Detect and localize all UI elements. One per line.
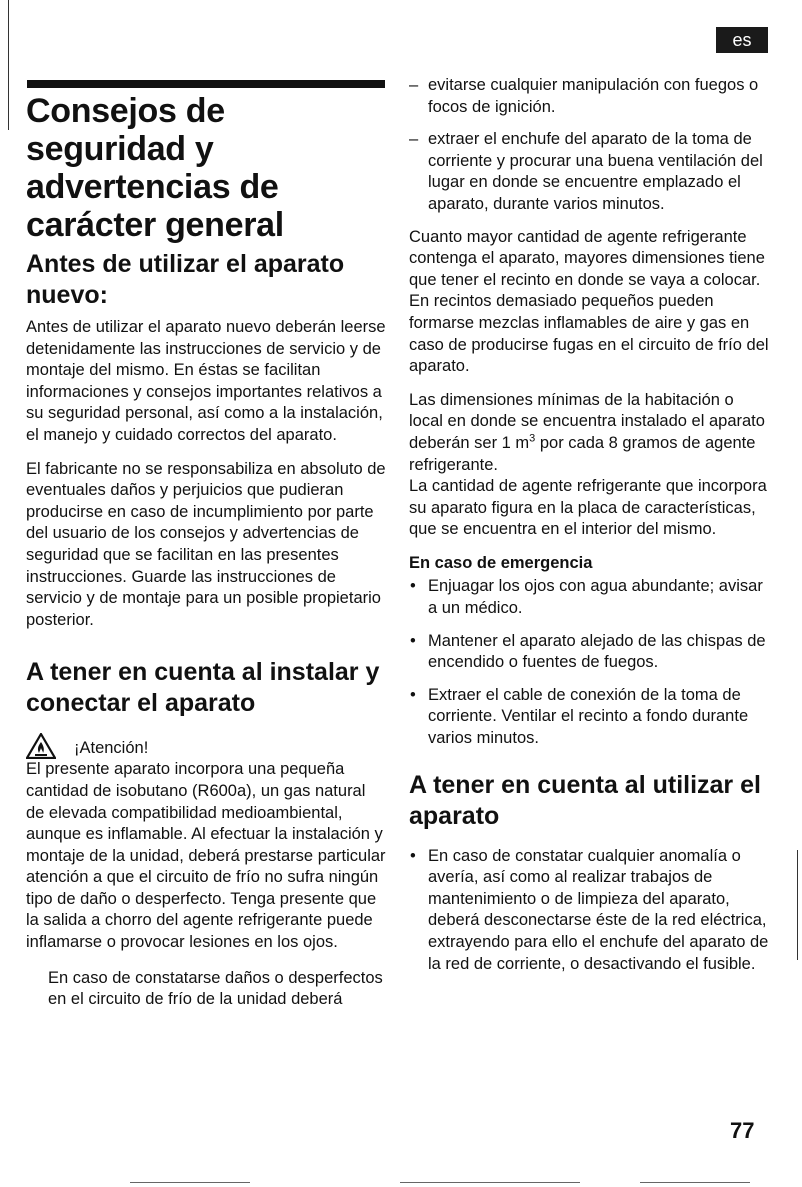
footer-rule	[130, 1182, 250, 1183]
right-edge-line	[797, 850, 798, 960]
intro-paragraph: Antes de utilizar el aparato nuevo deberán leerse detenidamente las instrucciones de servicio y de montaje del mismo. En éstas se facilitan informaciones y consejos importantes relativos a su seguridad personal, así como a la instalación, el manejo y cuidado correctos del aparato.	[26, 318, 386, 444]
warning-row	[26, 733, 388, 759]
page-title: Consejos de seguridad y advertencias de carácter general	[26, 92, 284, 244]
damage-paragraph: En caso de constatarse daños o desperfectos en el circuito de frío de la unidad deberá	[48, 968, 383, 1009]
emergency-list	[409, 576, 771, 749]
dash-list	[409, 75, 771, 216]
room-size-text-end: por cada 8 gramos de agente refrigerante.	[409, 433, 756, 474]
language-badge: es	[716, 27, 768, 53]
use-item: • En caso de constatar cualquier anomalía o avería, así como al realizar trabajos de mantenimiento o de limpieza del aparato, deberá desconectarse éste de la red eléctrica, extrayendo para ello el enchufe del aparato de la red de corriente, o desactivando el fusible.	[409, 846, 771, 976]
footer-rule	[400, 1182, 580, 1183]
section-title-before-use: Antes de utilizar el aparato nuevo:	[26, 250, 345, 309]
emergency-title: En caso de emergencia	[409, 553, 593, 572]
refrigerant-paragraph: Cuanto mayor cantidad de agente refrigerante contenga el aparato, mayores dimensiones tiene que tener el recinto en donde se vaya a colocar. En recintos demasiado pequeños pueden formarse mezclas inflamables de aire y gas en caso de producirse fugas en el circuito de frío del aparato.	[409, 227, 769, 376]
left-column	[26, 92, 388, 1023]
emergency-item: • Mantener el aparato alejado de las chispas de encendido o fuentes de fuegos.	[409, 631, 771, 674]
warning-paragraph: El presente aparato incorpora una pequeña cantidad de isobutano (R600a), un gas natural de elevada compatibilidad medioambiental, aunque es inflamable. Al efectuar la instalación y montaje de la unidad, deberá prestarse particular atención a que el circuito de frío no sufra ningún tipo de daño o desperfecto. Tenga presente que la salida a chorro del agente refrigerante puede inflamarse o provocar lesiones en los ojos.	[26, 760, 386, 952]
left-edge-line	[8, 0, 9, 130]
dash-item: – extraer el enchufe del aparato de la toma de corriente y procurar una buena ventilación del lugar en donde se encuentre emplazado el aparato, durante varios minutos.	[409, 129, 771, 215]
page-number: 77	[730, 1118, 755, 1143]
section-title-install: A tener en cuenta al instalar y conectar el aparato	[26, 658, 380, 718]
emergency-item: • Extraer el cable de conexión de la toma de corriente. Ventilar el recinto a fondo durante varios minutos.	[409, 685, 771, 750]
room-size-text: Las dimensiones mínimas de la habitación o local en donde se encuentra instalado el aparato deberán ser 1 m	[409, 390, 765, 452]
refrigerant-amount-paragraph: La cantidad de agente refrigerante que incorpora su aparato figura en la placa de características, que se encuentra en el interior del mismo.	[409, 477, 767, 539]
heading-rule	[27, 80, 385, 88]
right-column	[409, 75, 771, 986]
section-title-use: A tener en cuenta al utilizar el aparato	[409, 770, 761, 830]
room-size-paragraph	[409, 390, 771, 476]
manufacturer-paragraph: El fabricante no se responsabiliza en absoluto de eventuales daños y perjuicios que pudieran producirse en caso de incumplimiento por parte del usuario de los consejos y advertencias de seguridad que se facilitan en las presentes instrucciones. Guarde las instrucciones de servicio y de montaje para un posible propietario posterior.	[26, 459, 386, 629]
flammable-warning-icon	[26, 733, 56, 759]
room-size-exponent: 3	[529, 432, 536, 445]
footer-rule	[640, 1182, 750, 1183]
dash-item: – evitarse cualquier manipulación con fuegos o focos de ignición.	[409, 75, 771, 118]
warning-label: ¡Atención!	[74, 738, 149, 757]
use-list	[409, 846, 771, 976]
emergency-item: • Enjuagar los ojos con agua abundante; avisar a un médico.	[409, 576, 771, 619]
